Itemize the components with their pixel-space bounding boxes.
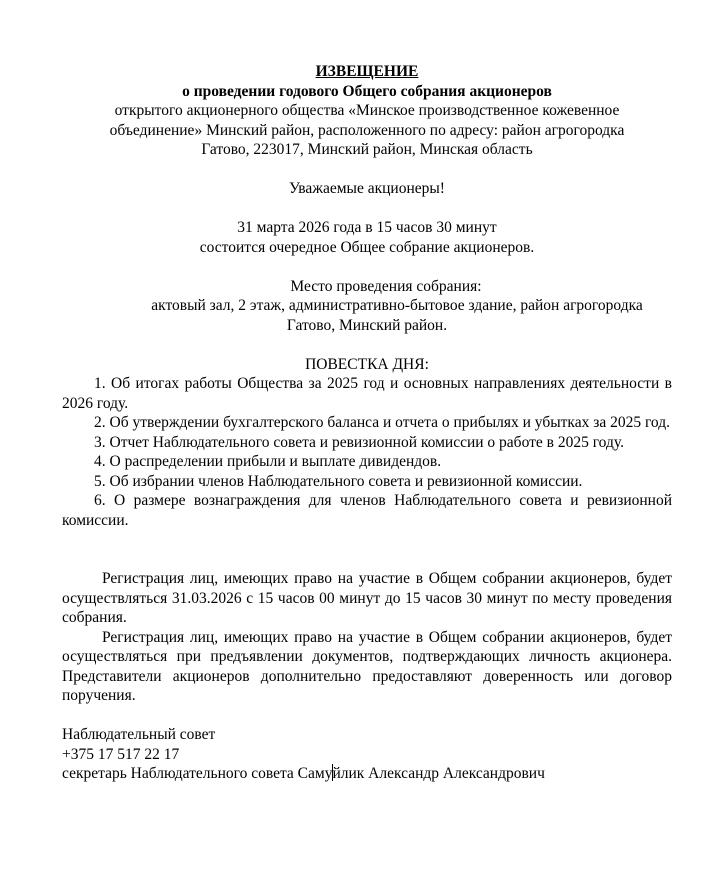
venue-line-1: актовый зал, 2 этаж, административно-бытовое здание, район агрогородка — [151, 297, 643, 314]
registration-section — [62, 569, 672, 706]
company-line-3: Гатово, 223017, Минский район, Минская область — [201, 141, 533, 158]
company-line-1: открытого акционерного общества «Минское производственное кожевенное — [114, 102, 620, 119]
notice-document — [62, 62, 672, 784]
agenda-item: 5. Об избрании членов Наблюдательного совета и ревизионной комиссии. — [94, 472, 583, 490]
registration-paragraph: Регистрация лиц, имеющих право на участие в Общем собрании акционеров, будет осуществляться 31.03.2026 с 15 часов 00 минут до 15 часов 30 минут по месту проведения собрания. — [62, 570, 672, 626]
agenda-item: 2. Об утверждении бухгалтерского баланса и отчета о прибылях и убытках за 2025 год. — [94, 414, 670, 431]
agenda-item: 1. Об итогах работы Общества за 2025 год и основных направлениях деятельности в 2026 году. — [62, 375, 672, 412]
footer-org: Наблюдательный совет — [62, 726, 216, 743]
agenda-heading: ПОВЕСТКА ДНЯ: — [305, 355, 429, 373]
agenda-item: 6. О размере вознаграждения для членов Наблюдательного совета и ревизионной комиссии. — [62, 492, 672, 529]
venue-line-2: Гатово, Минский район. — [286, 316, 448, 334]
agenda-item: 3. Отчет Наблюдательного совета и ревизионной комиссии о работе в 2025 году. — [94, 433, 624, 451]
venue-heading: Место проведения собрания: — [290, 277, 482, 295]
greeting: Уважаемые акционеры! — [289, 180, 445, 197]
meeting-date: 31 марта 2026 года в 15 часов 30 минут — [237, 219, 497, 236]
notice-title: ИЗВЕЩЕНИЕ — [315, 63, 419, 80]
meeting-held: состоится очередное Общее собрание акционеров. — [199, 238, 535, 256]
secretary-text-after: йлик Александр Александрович — [332, 765, 545, 782]
notice-subtitle: о проведении годового Общего собрания акционеров — [182, 82, 552, 100]
registration-paragraph: Регистрация лиц, имеющих право на участие в Общем собрании акционеров, будет осуществляться при предъявлении документов, подтверждающих личность акционера. Представители акционеров дополнительно предоставляют доверенность или договор поручения. — [62, 628, 672, 704]
footer-phone: +375 17 517 22 17 — [62, 745, 180, 763]
agenda-item: 4. О распределении прибыли и выплате дивидендов. — [94, 453, 442, 470]
footer-secretary[interactable] — [62, 764, 672, 784]
company-line-2: объединение» Минский район, расположенного по адресу: район агрогородка — [109, 121, 625, 139]
agenda-list — [62, 374, 672, 530]
secretary-text-before: секретарь Наблюдательного совета Саму — [62, 765, 333, 782]
